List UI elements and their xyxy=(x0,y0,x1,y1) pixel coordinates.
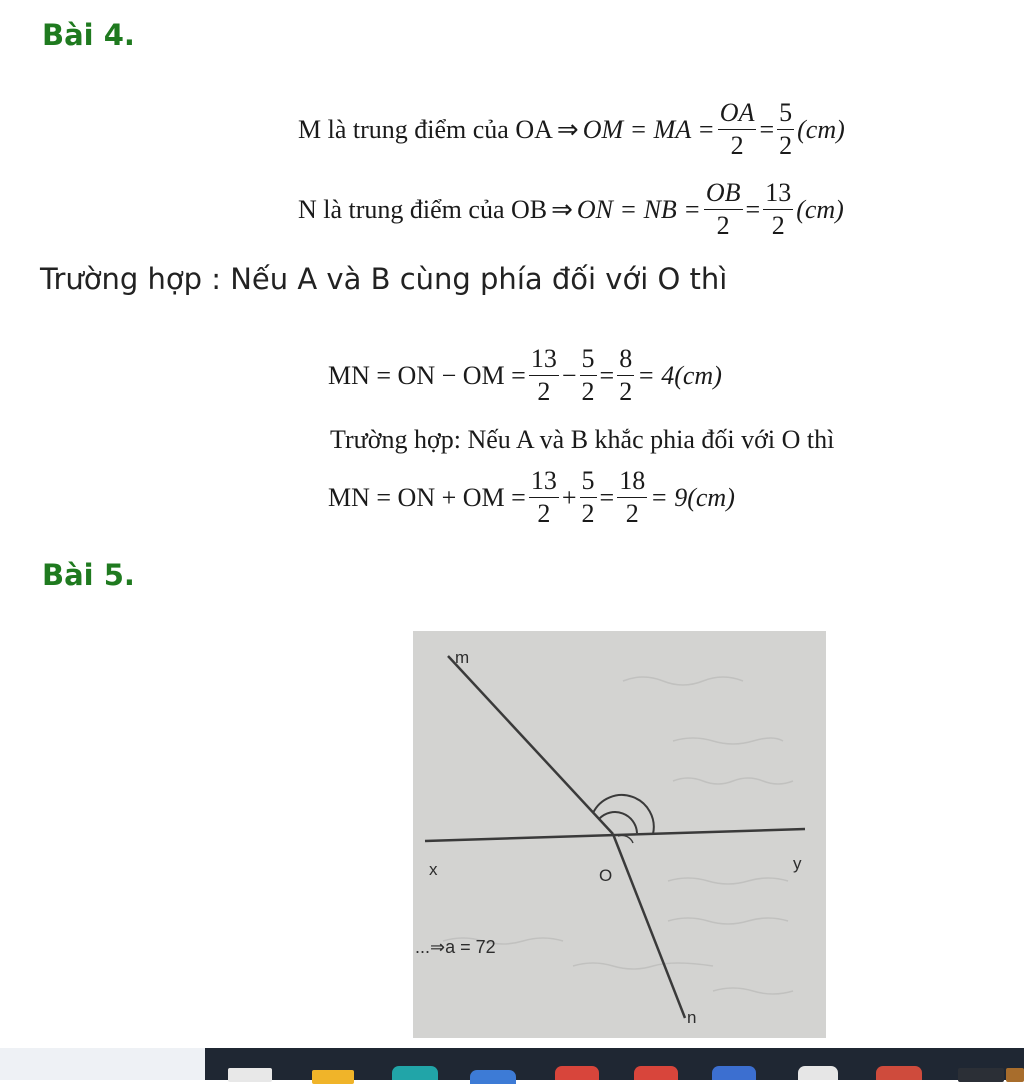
angle-arc-small xyxy=(618,835,633,843)
midpoint-m-line xyxy=(298,100,845,159)
line2-fraction-ob xyxy=(704,180,743,239)
label-x: x xyxy=(429,860,438,879)
case1-lhs: MN = ON − OM = xyxy=(328,360,526,390)
label-n: n xyxy=(687,1008,697,1027)
fraction-denominator: 2 xyxy=(619,377,633,406)
line2-prefix: N là trung điểm của OB xyxy=(298,194,548,224)
case2-fraction-3 xyxy=(617,468,647,527)
case2-operator: + xyxy=(561,482,577,512)
bai-5-heading: Bài 5. xyxy=(42,558,135,592)
fraction-numerator: 5 xyxy=(777,100,794,130)
angle-note: ...⇒a = 72 xyxy=(415,937,496,957)
angle-arc-inner xyxy=(599,812,637,833)
line2-equals: = xyxy=(745,194,761,224)
taskbar xyxy=(0,1048,1024,1080)
line1-prefix: M là trung điểm của OA xyxy=(298,114,553,144)
fraction-denominator: 2 xyxy=(581,499,595,528)
midpoint-n-line xyxy=(298,180,844,239)
line1-arrow: ⇒ xyxy=(556,114,579,144)
fraction-denominator: 2 xyxy=(771,211,785,240)
line2-arrow: ⇒ xyxy=(551,194,573,224)
fraction-numerator: 5 xyxy=(580,346,597,376)
case-opposite-side-label: Trường hợp: Nếu A và B khắc phia đối với O thì xyxy=(330,425,835,454)
line1-fraction-oa xyxy=(718,100,757,159)
case1-fraction-3 xyxy=(617,346,634,405)
case1-equals: = xyxy=(599,360,615,390)
case-same-side-label: Trường hợp : Nếu A và B cùng phía đối với O thì xyxy=(40,262,728,296)
chrome-icon[interactable] xyxy=(555,1066,599,1080)
fraction-numerator: OB xyxy=(704,180,743,210)
store-icon[interactable] xyxy=(470,1070,516,1084)
line2-expr: ON = NB = xyxy=(576,194,701,224)
label-y: y xyxy=(793,854,802,873)
fraction-numerator: 18 xyxy=(617,468,647,498)
fraction-denominator: 2 xyxy=(537,377,551,406)
line1-fraction-value xyxy=(777,100,794,159)
label-m: m xyxy=(455,648,470,667)
app-icon[interactable] xyxy=(712,1066,756,1080)
case2-fraction-1 xyxy=(529,468,559,527)
case2-equals: = xyxy=(599,482,615,512)
edge-icon[interactable] xyxy=(392,1066,438,1080)
fraction-denominator: 2 xyxy=(625,499,639,528)
case2-lhs: MN = ON + OM = xyxy=(328,482,526,512)
app-icon[interactable] xyxy=(798,1066,838,1080)
fraction-denominator: 2 xyxy=(716,211,730,240)
fraction-denominator: 2 xyxy=(581,377,595,406)
case2-result: = 9(cm) xyxy=(650,482,735,512)
angle-figure-photo xyxy=(413,631,826,1038)
case1-result: = 4(cm) xyxy=(637,360,722,390)
case1-fraction-1 xyxy=(529,346,559,405)
case-opposite-side-equation xyxy=(328,468,735,527)
line2-fraction-value xyxy=(763,180,793,239)
line2-unit: (cm) xyxy=(796,194,844,224)
bai-4-heading: Bài 4. xyxy=(42,18,135,52)
angle-diagram xyxy=(413,631,826,1038)
fraction-numerator: 5 xyxy=(580,468,597,498)
fraction-numerator: 13 xyxy=(529,468,559,498)
ray-om xyxy=(448,656,613,834)
fraction-numerator: 8 xyxy=(617,346,634,376)
fraction-denominator: 2 xyxy=(730,131,744,160)
fraction-numerator: 13 xyxy=(763,180,793,210)
chrome-icon[interactable] xyxy=(634,1066,678,1080)
folder-icon[interactable] xyxy=(312,1070,354,1084)
case1-operator: − xyxy=(561,360,577,390)
fraction-denominator: 2 xyxy=(537,499,551,528)
label-o: O xyxy=(599,866,613,885)
fraction-numerator: 13 xyxy=(529,346,559,376)
fraction-numerator: OA xyxy=(718,100,757,130)
line1-equals: = xyxy=(759,114,775,144)
case-same-side-equation xyxy=(328,346,722,405)
fraction-denominator: 2 xyxy=(779,131,793,160)
ray-on xyxy=(613,834,685,1018)
case2-fraction-2 xyxy=(580,468,597,527)
app-icon[interactable] xyxy=(876,1066,922,1080)
line1-unit: (cm) xyxy=(797,114,845,144)
line1-expr: OM = MA = xyxy=(582,114,715,144)
case1-fraction-2 xyxy=(580,346,597,405)
